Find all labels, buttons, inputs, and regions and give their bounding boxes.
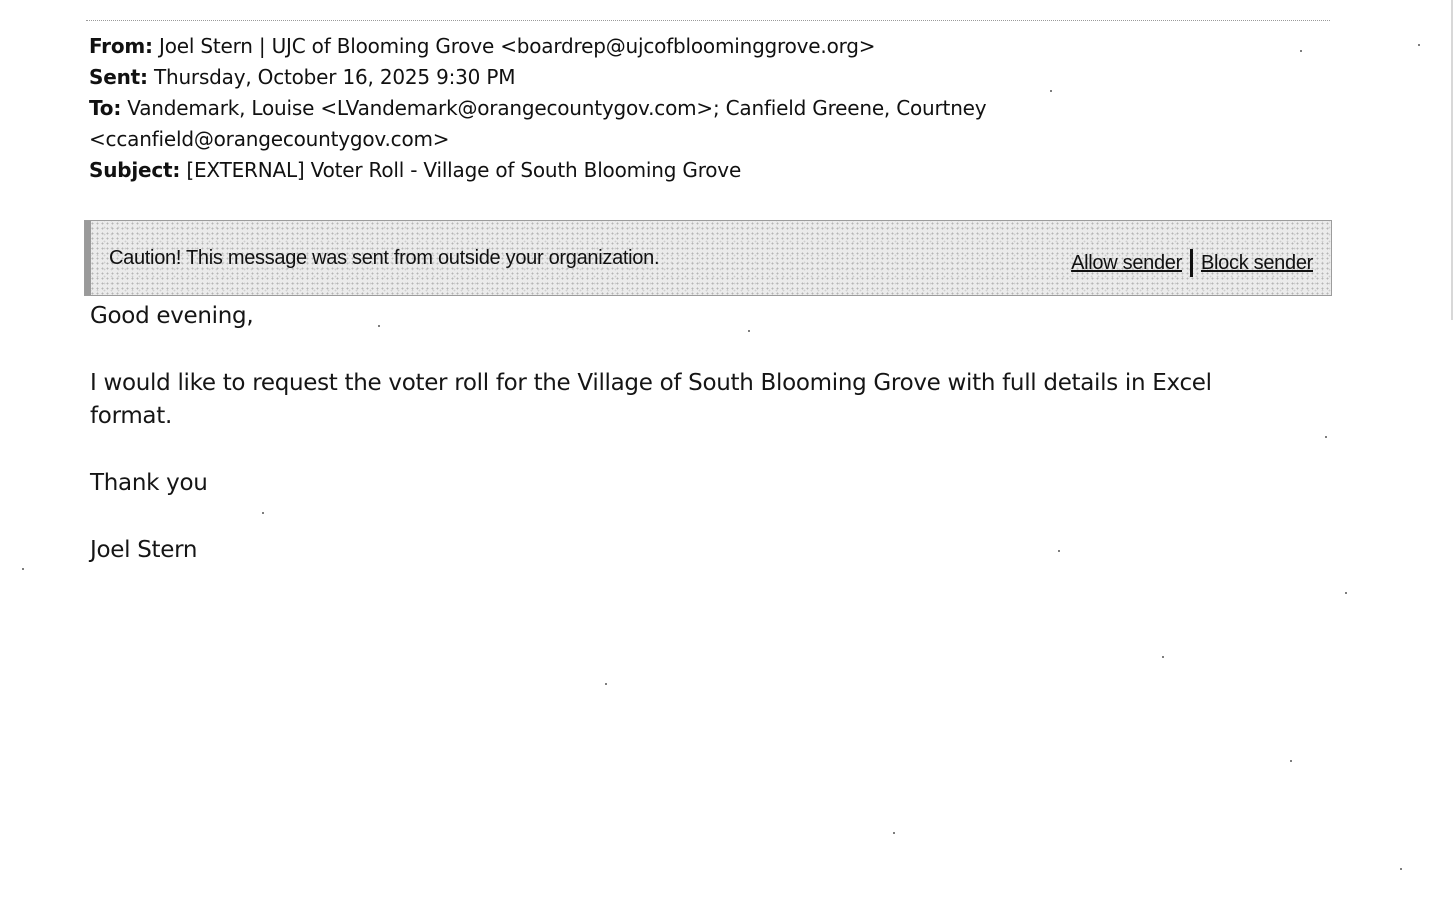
sent-value: Thursday, October 16, 2025 9:30 PM	[153, 65, 516, 89]
from-value: Joel Stern | UJC of Blooming Grove <boardrep@ujcofbloominggrove.org>	[159, 34, 876, 58]
thanks-line: Thank you	[90, 470, 208, 496]
scan-speck	[378, 325, 380, 327]
allow-sender-link[interactable]: Allow sender	[1071, 251, 1182, 274]
subject-line	[89, 155, 1289, 186]
request-line-1: I would like to request the voter roll for the Village of South Blooming Grove with full details in Excel	[90, 370, 1212, 396]
sent-line	[89, 62, 1289, 93]
to-line	[89, 93, 1289, 124]
greeting: Good evening,	[90, 303, 254, 329]
caution-message: Caution! This message was sent from outside your organization.	[109, 247, 660, 269]
external-caution-banner	[84, 220, 1332, 296]
scan-speck	[1325, 436, 1327, 438]
scan-speck	[262, 512, 264, 514]
from-label: From:	[89, 34, 153, 58]
signature: Joel Stern	[90, 537, 198, 563]
scan-speck	[22, 568, 24, 570]
request-paragraph	[90, 367, 1290, 433]
to-value-line1: Vandemark, Louise <LVandemark@orangecountygov.com>; Canfield Greene, Courtney	[127, 96, 987, 120]
to-label: To:	[89, 96, 122, 120]
scan-speck	[605, 683, 607, 685]
scan-speck	[1400, 868, 1402, 870]
page-edge-line	[1451, 0, 1453, 320]
subject-value: [EXTERNAL] Voter Roll - Village of South Blooming Grove	[186, 158, 742, 182]
email-body	[90, 300, 1290, 567]
to-line-continued	[89, 124, 1289, 155]
sent-label: Sent:	[89, 65, 148, 89]
top-divider	[86, 20, 1330, 21]
scan-speck	[1050, 90, 1052, 92]
caution-actions	[1071, 249, 1313, 277]
scan-speck	[1300, 50, 1302, 52]
email-header	[89, 31, 1289, 186]
scan-speck	[893, 832, 895, 834]
action-separator	[1190, 249, 1193, 277]
from-line	[89, 31, 1289, 62]
to-value-line2: <ccanfield@orangecountygov.com>	[89, 127, 450, 151]
scan-speck	[1345, 592, 1347, 594]
request-line-2: format.	[90, 403, 172, 429]
scan-speck	[748, 330, 750, 332]
scan-speck	[1418, 44, 1420, 46]
block-sender-link[interactable]: Block sender	[1200, 251, 1313, 274]
scan-speck	[1290, 760, 1292, 762]
subject-label: Subject:	[89, 158, 181, 182]
scan-speck	[1162, 656, 1164, 658]
scan-speck	[1058, 550, 1060, 552]
